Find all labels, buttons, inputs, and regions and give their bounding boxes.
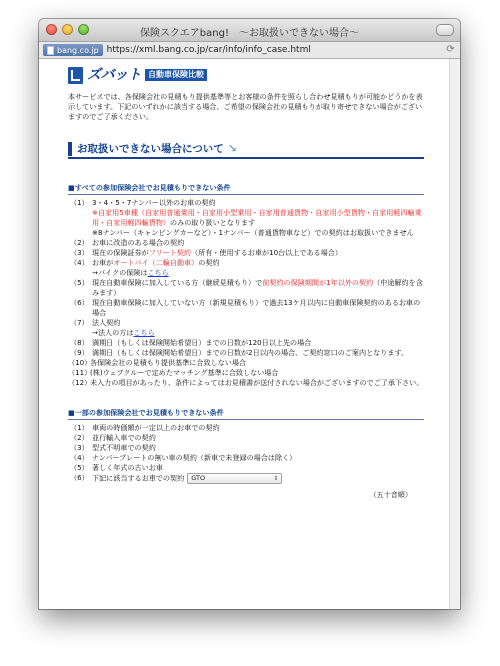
partial-condition-item (68, 453, 424, 463)
condition-item (68, 198, 424, 238)
condition-text (92, 278, 424, 298)
condition-text (92, 433, 424, 443)
condition-text-part: 現在の保険証券が (92, 248, 149, 257)
condition-text-part: (株)ウェブクルーで定めたマッチング基準に合致しない場合 (90, 368, 279, 377)
condition-text-part: お車が (92, 258, 114, 267)
condition-text (90, 368, 424, 378)
partial-condition-item (68, 463, 424, 473)
condition-text (92, 318, 424, 338)
condition-text-part: ※8ナンバー（キャンピングカーなど）・1ナンバー（普通貨物車など）での契約はお取扱いできません (92, 228, 414, 237)
condition-number: （2） (70, 433, 89, 442)
section-title-text: お取扱いできない場合について (77, 143, 224, 155)
site-badge-label: bang.co.jp (57, 45, 99, 55)
condition-number: （2） (70, 238, 89, 247)
highlight-text: フリート契約 (148, 248, 192, 257)
condition-text-part: →法人の方は (92, 328, 134, 337)
intro-text: 本サービスでは、各保険会社の見積もり提供基準等とお客様の条件を照らし合わせ見積もりが可能かどうかを表示しています。下記のいずれかに該当する場合、ご希望の保険会社の見積もりが取り寄せできない場合がございますのでご了承ください。 (68, 92, 423, 121)
condition-item (68, 248, 424, 258)
condition-number: （6） (70, 298, 89, 307)
condition-text-part: 法人契約 (92, 318, 121, 327)
condition-number: （1） (70, 198, 89, 207)
condition-text-part: 並行輸入車での契約 (92, 433, 156, 442)
condition-number: （6） (70, 473, 89, 482)
car-model-select[interactable] (187, 473, 282, 484)
condition-text-part: ナンバープレートの無い車の契約（新車で未登録の場合は除く） (92, 453, 297, 462)
condition-text-part: 3・4・5・7ナンバー以外のお車の契約 (92, 198, 216, 207)
condition-item (68, 258, 424, 278)
condition-text-part: 未入力の項目があったり、条件によってはお見積書が送付されない場合がございますのでご了承下さい。 (90, 378, 424, 387)
address-bar[interactable] (39, 42, 460, 59)
condition-text-part: 満期日（もしくは保険開始希望日）までの日数が120日以上先の場合 (92, 338, 312, 347)
condition-text (92, 338, 424, 348)
condition-text (92, 298, 424, 318)
condition-item (68, 318, 424, 338)
condition-text (92, 473, 424, 484)
condition-text (90, 378, 424, 388)
page-viewport (39, 59, 460, 609)
page-icon (47, 46, 54, 55)
condition-text-part: →バイクの保険は (92, 268, 148, 277)
scrollbar[interactable] (449, 59, 460, 609)
logo-badge: 自動車保険比較 (145, 69, 207, 81)
condition-text (92, 198, 424, 238)
condition-number: （8） (70, 338, 89, 347)
highlight-text: オートバイ（二輪自動車） (113, 258, 199, 267)
condition-text (92, 248, 424, 258)
condition-text-part: （所有・使用するお車が10台以上である場合） (191, 248, 342, 257)
condition-item (68, 298, 424, 318)
some-conditions-heading: ■一部の参加保険会社でお見積もりできない条件 (68, 408, 424, 420)
condition-text-part: 車両の時価額が一定以上のお車での契約 (92, 423, 220, 432)
condition-text (92, 453, 424, 463)
section-title (68, 142, 424, 156)
condition-text (92, 238, 424, 248)
condition-text (92, 463, 424, 473)
condition-text-part: 下記に該当するお車での契約 (92, 473, 185, 483)
highlight-text: ※自家用5車種（自家用普通乗用・自家用小型乗用・自家用普通貨物・自家用小型貨物・自家用軽四輪乗用・自家用軽四輪貨物） (92, 208, 422, 227)
toolbar-toggle-button[interactable] (436, 24, 454, 36)
condition-text (92, 348, 424, 358)
condition-item (68, 368, 424, 378)
condition-text-part: 各保険会社の見積もり提供基準に合致しない場合 (90, 358, 247, 367)
condition-item (68, 338, 424, 348)
all-conditions-list (68, 198, 424, 388)
partial-condition-item (68, 433, 424, 443)
condition-text (92, 443, 424, 453)
logo-name: ズバット (87, 67, 141, 83)
condition-text-part: （中途解約を含みます） (92, 278, 423, 297)
condition-number: （11） (68, 368, 92, 377)
condition-number: （10） (68, 358, 92, 367)
some-conditions-list (68, 423, 424, 484)
condition-number: （4） (70, 258, 89, 267)
browser-window (39, 19, 460, 609)
condition-text-part: お車に改造のある場合の契約 (92, 238, 185, 247)
arrow-down-right-icon: ↘ (227, 142, 238, 155)
condition-text-part: 満期日（もしくは保険開始希望日）までの日数が2日以内の場合、ご契約窓口のご案内となります。 (92, 348, 409, 357)
title-bar (39, 19, 460, 42)
condition-text-part: 型式不明車での契約 (92, 443, 156, 452)
here-link[interactable]: こちら (147, 268, 169, 277)
section-rule (68, 157, 424, 159)
partial-condition-item (68, 443, 424, 453)
highlight-text: 前契約の保険期間が1年以外の契約 (262, 278, 374, 287)
condition-item (68, 348, 424, 358)
window-title: 保険スクエアbang! 〜お取扱いできない場合〜 (140, 28, 359, 39)
condition-number: （3） (70, 443, 89, 452)
condition-text (92, 423, 424, 433)
here-link[interactable]: こちら (133, 328, 155, 337)
logo[interactable] (68, 65, 424, 85)
condition-number: （3） (70, 248, 89, 257)
all-conditions-heading: ■すべての参加保険会社でお見積もりできない条件 (68, 183, 424, 195)
condition-number: （4） (70, 453, 89, 462)
page-content (68, 65, 424, 500)
condition-text (90, 358, 424, 368)
partial-condition-item (68, 473, 424, 484)
condition-text-part: 現在自動車保険に加入している方（継続見積もり）で (92, 278, 263, 287)
condition-number: （12） (68, 378, 92, 387)
select-value: GTO (191, 474, 206, 482)
condition-number: （5） (70, 463, 89, 472)
partial-condition-item (68, 423, 424, 433)
reload-icon[interactable]: ⟳ (446, 44, 455, 55)
url-text[interactable]: https://xml.bang.co.jp/car/info/info_case.html (106, 45, 311, 55)
condition-item (68, 358, 424, 368)
condition-text-part: 現在自動車保険に加入していない方（新規見積もり）で過去13ケ月以内に自動車保険契約のあるお車の場合 (92, 298, 421, 317)
logo-mark-icon (68, 67, 83, 84)
chevron-updown-icon: ⇕ (273, 475, 279, 482)
condition-number: （7） (70, 318, 89, 327)
condition-text-part: のみの取り扱いとなります (170, 218, 256, 227)
condition-text-part: の契約 (198, 258, 220, 267)
site-identity-badge[interactable] (43, 44, 103, 56)
condition-item (68, 378, 424, 388)
footer-note: （五十音順） (369, 490, 412, 499)
condition-number: （5） (70, 278, 89, 287)
condition-text (92, 258, 424, 278)
condition-item (68, 278, 424, 298)
condition-text-part: 著しく年式の古いお車 (92, 463, 163, 472)
condition-number: （1） (70, 423, 89, 432)
condition-number: （9） (70, 348, 89, 357)
condition-item (68, 238, 424, 248)
